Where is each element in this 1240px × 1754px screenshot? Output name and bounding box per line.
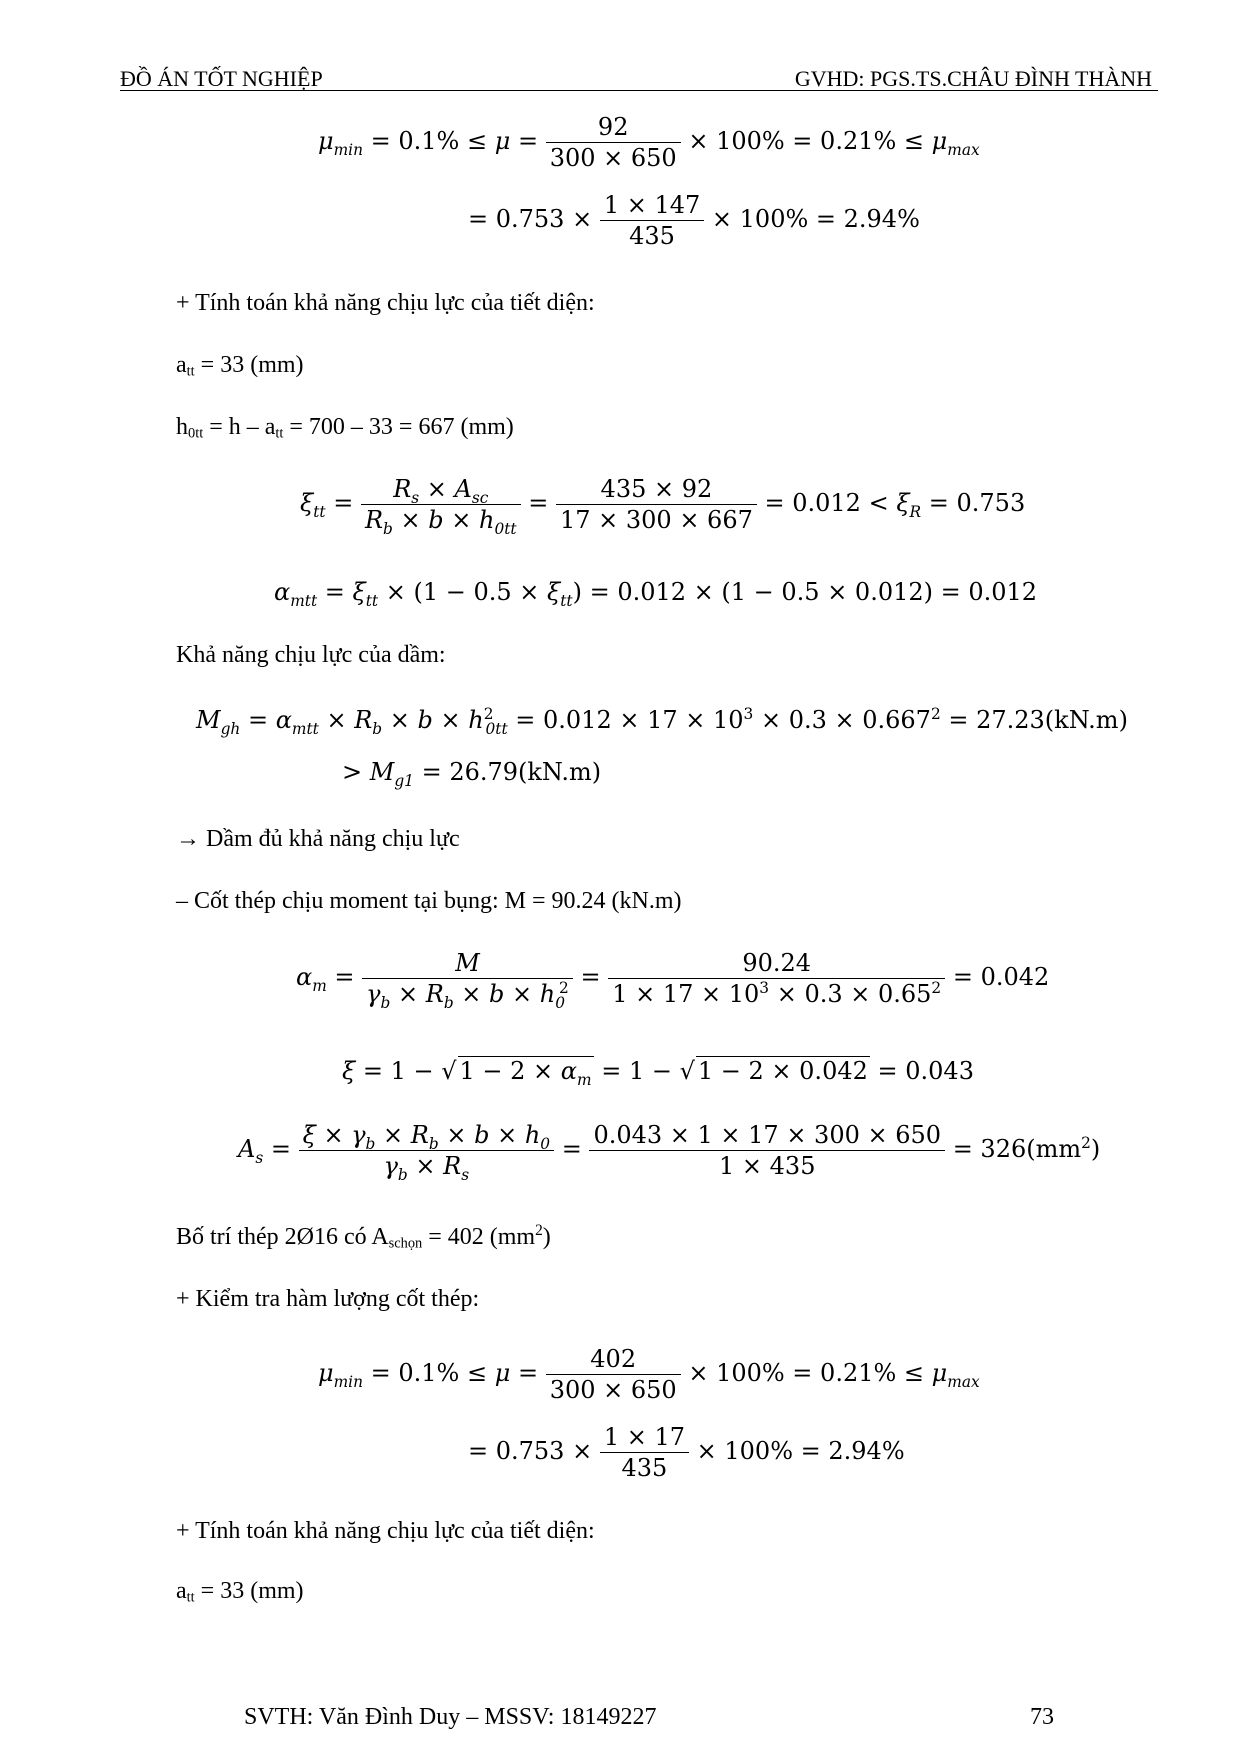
header-rule	[120, 90, 1158, 91]
xi-equation: ξ = 1 − √ $1 - 2 \times \alpha_m = 1$ − √ 1 − 2 × 0.042 = 0.043	[342, 1057, 974, 1089]
mgh-equation: $M_{gh} = \alpha_{mtt} \times R_b \times b \times h^2_{0tt} = 0.012 \times 17 \times 10^3 \times 0.3 \times 0.667^2 = 27.23(kN.m)$	[196, 705, 1128, 738]
header-right: GVHD: PGS.TS.CHÂU ĐÌNH THÀNH	[794, 66, 1152, 91]
rebar-check-heading: + Kiểm tra hàm lượng cốt thép:	[176, 1286, 480, 1312]
xi-tt-fraction-symbolic: $\frac{R_s \times A_{sc}}{R_b \times b \times h_{0tt}}$	[361, 474, 521, 535]
alpha-mtt-equation: $\alpha_{mtt} = \xi_{tt} \times (1 - 0.5 \times \xi_{tt}) = 0.012 \times (1 - 0.5 \times 0.012) = 0.012$	[274, 578, 1038, 610]
mu-max-fraction-1: $\frac{1 \times 147}{435}$	[600, 190, 704, 251]
mgh-compare: > $M_{g1} = 26.79(kN.m)$	[342, 758, 602, 790]
beam-ok-text: → Dầm đủ khả năng chịu lực	[176, 826, 460, 852]
mu-max-equation-2: = 0.753 × $\frac{1 \times 17}{435}$ × 100% = 2.94%	[468, 1423, 905, 1482]
xi-tt-equation: $\xi_{tt}$ = $\frac{R_s \times A_{sc}}{R_b \times b \times h_{0tt}}$ = $\frac{435 \times 92}{17 \times 300 \times 667}$ = $0.012 < \xi_R = 0.753$	[300, 475, 1026, 538]
mu-max-fraction-2: $\frac{1 \times 17}{435}$	[600, 1422, 689, 1483]
footer-student: SVTH: Văn Đình Duy – MSSV: 18149227	[244, 1704, 657, 1730]
moment-heading: – Cốt thép chịu moment tại bụng: M = 90.24 (kN.m)	[176, 888, 682, 914]
header-left: ĐỒ ÁN TỐT NGHIỆP	[120, 66, 323, 91]
alpha-m-fraction-numeric: $\frac{90.24}{1 \times 17 \times 10^3 \times 0.3 \times 0.65^2}$	[608, 948, 945, 1009]
att-line-2: att = 33 (mm)	[176, 1578, 304, 1606]
mu-fraction-1: $\frac{92}{300 \times 650}$	[546, 112, 681, 173]
alpha-m-fraction-symbolic: $\frac{M}{\gamma_b \times R_b \times b \times h_0^2}$	[362, 948, 573, 1009]
h0tt-line: h0tt = h – att = 700 – 33 = 667 (mm)	[176, 414, 514, 442]
page-number: 73	[1030, 1704, 1054, 1730]
xi-tt-fraction-numeric: $\frac{435 \times 92}{17 \times 300 \times 667}$	[556, 474, 757, 535]
section-capacity-heading-1: + Tính toán khả năng chịu lực của tiết diện:	[176, 290, 595, 316]
mu-fraction-2: $\frac{402}{300 \times 650}$	[546, 1344, 681, 1405]
as-fraction-numeric: $\frac{0.043 \times 1 \times 17 \times 300 \times 650}{1 \times 435}$	[589, 1120, 945, 1181]
mu-check-equation-2: $\mu_{min} = 0.1\% \le \mu$ = $\frac{402}{300 \times 650}$ × $100\% = 0.21\% \le \mu_{max}$	[318, 1345, 980, 1404]
mu-max-equation-1: = 0.753 × $\frac{1 \times 147}{435}$ × 100% = 2.94%	[468, 191, 920, 250]
alpha-m-equation: $\alpha_m$ = $\frac{M}{\gamma_b \times R_b \times b \times h_0^2}$ = $\frac{90.24}{1 \times 17 \times 10^3 \times 0.3 \times 0.65^2}$ = 0.042	[296, 949, 1050, 1012]
mu-check-equation-1: $\mu_{min} = 0.1\% \le \mu$ = $\frac{92}{300 \times 650}$ × $100\% = 0.21\% \le \mu_{max}$	[318, 113, 980, 172]
as-fraction-symbolic: $\frac{\xi \times \gamma_b \times R_b \times b \times h_0}{\gamma_b \times R_s}$	[299, 1120, 554, 1181]
capacity-heading: Khả năng chịu lực của dầm:	[176, 642, 446, 668]
section-capacity-heading-2: + Tính toán khả năng chịu lực của tiết diện:	[176, 1518, 595, 1544]
att-line-1: att = 33 (mm)	[176, 352, 304, 380]
rebar-layout-line: Bố trí thép 2Ø16 có Aschọn = 402 $(mm^2)$	[176, 1222, 551, 1252]
as-equation: $A_s$ = $\frac{\xi \times \gamma_b \times R_b \times b \times h_0}{\gamma_b \times R_s}$ = $\frac{0.043 \times 1 \times 17 \times 300 \times 650}{1 \times 435}$ = $326(mm^2)$	[238, 1121, 1101, 1184]
